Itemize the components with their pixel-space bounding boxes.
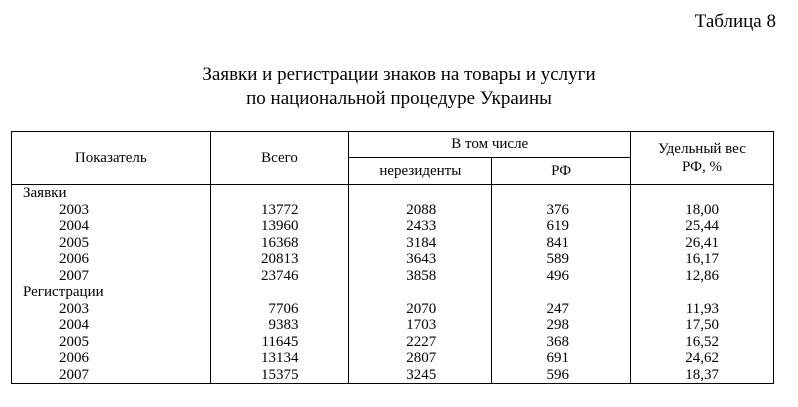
cell-rf: 596 [492, 367, 631, 384]
cell-share: 24,62 [631, 350, 774, 367]
cell-nonresidents: 2807 [349, 350, 492, 367]
cell-share: 25,44 [631, 218, 774, 235]
cell-year: 2005 [12, 235, 211, 252]
cell-rf: 691 [492, 350, 631, 367]
table-row [12, 301, 774, 318]
table-title-line-2: по национальной процедуре Украины [246, 88, 552, 109]
header-including: В том числе [349, 132, 631, 158]
cell-rf: 496 [492, 268, 631, 285]
group-label: Регистрации [12, 284, 211, 301]
table-row [12, 202, 774, 219]
cell-rf: 247 [492, 301, 631, 318]
cell-total: 15375 [210, 367, 349, 384]
empty-cell [349, 185, 492, 202]
cell-rf: 298 [492, 317, 631, 334]
table-number-label: Таблица 8 [694, 11, 776, 32]
cell-nonresidents: 3858 [349, 268, 492, 285]
cell-nonresidents: 2088 [349, 202, 492, 219]
cell-share: 17,50 [631, 317, 774, 334]
cell-nonresidents: 3245 [349, 367, 492, 384]
cell-share: 18,00 [631, 202, 774, 219]
cell-rf: 368 [492, 334, 631, 351]
cell-total: 13960 [210, 218, 349, 235]
empty-cell [631, 185, 774, 202]
cell-year: 2005 [12, 334, 211, 351]
cell-total: 11645 [210, 334, 349, 351]
cell-share: 11,93 [631, 301, 774, 318]
empty-cell [492, 185, 631, 202]
cell-year: 2004 [12, 218, 211, 235]
cell-total: 13772 [210, 202, 349, 219]
group-label: Заявки [12, 185, 211, 202]
cell-share: 12,86 [631, 268, 774, 285]
cell-rf: 841 [492, 235, 631, 252]
header-share-text: Удельный вес РФ, % [658, 141, 746, 175]
cell-total: 23746 [210, 268, 349, 285]
cell-rf: 619 [492, 218, 631, 235]
table-row [12, 251, 774, 268]
header-rf: РФ [492, 158, 631, 185]
cell-nonresidents: 1703 [349, 317, 492, 334]
cell-total: 9383 [210, 317, 349, 334]
cell-nonresidents: 3643 [349, 251, 492, 268]
empty-cell [492, 284, 631, 301]
header-total: Всего [210, 132, 349, 185]
cell-year: 2006 [12, 350, 211, 367]
table-row [12, 367, 774, 384]
empty-cell [210, 284, 349, 301]
cell-share: 18,37 [631, 367, 774, 384]
cell-total: 16368 [210, 235, 349, 252]
table-row [12, 235, 774, 252]
cell-year: 2003 [12, 202, 211, 219]
cell-year: 2003 [12, 301, 211, 318]
cell-nonresidents: 2433 [349, 218, 492, 235]
table-row [12, 218, 774, 235]
cell-nonresidents: 3184 [349, 235, 492, 252]
cell-total: 7706 [210, 301, 349, 318]
cell-year: 2007 [12, 268, 211, 285]
cell-share: 26,41 [631, 235, 774, 252]
empty-cell [349, 284, 492, 301]
group-row [12, 284, 774, 301]
group-row [12, 185, 774, 202]
header-indicator: Показатель [12, 132, 211, 185]
table-row [12, 268, 774, 285]
header-share [631, 132, 774, 185]
empty-cell [210, 185, 349, 202]
cell-share: 16,17 [631, 251, 774, 268]
cell-year: 2006 [12, 251, 211, 268]
table-row [12, 317, 774, 334]
table-row [12, 334, 774, 351]
cell-nonresidents: 2227 [349, 334, 492, 351]
table-title-line-1: Заявки и регистрации знаков на товары и услуги [202, 64, 596, 85]
trademark-statistics-table [11, 131, 774, 384]
cell-year: 2004 [12, 317, 211, 334]
cell-rf: 589 [492, 251, 631, 268]
cell-nonresidents: 2070 [349, 301, 492, 318]
cell-total: 13134 [210, 350, 349, 367]
table-row [12, 350, 774, 367]
cell-year: 2007 [12, 367, 211, 384]
header-nonresidents: нерезиденты [349, 158, 492, 185]
cell-share: 16,52 [631, 334, 774, 351]
cell-total: 20813 [210, 251, 349, 268]
cell-rf: 376 [492, 202, 631, 219]
empty-cell [631, 284, 774, 301]
